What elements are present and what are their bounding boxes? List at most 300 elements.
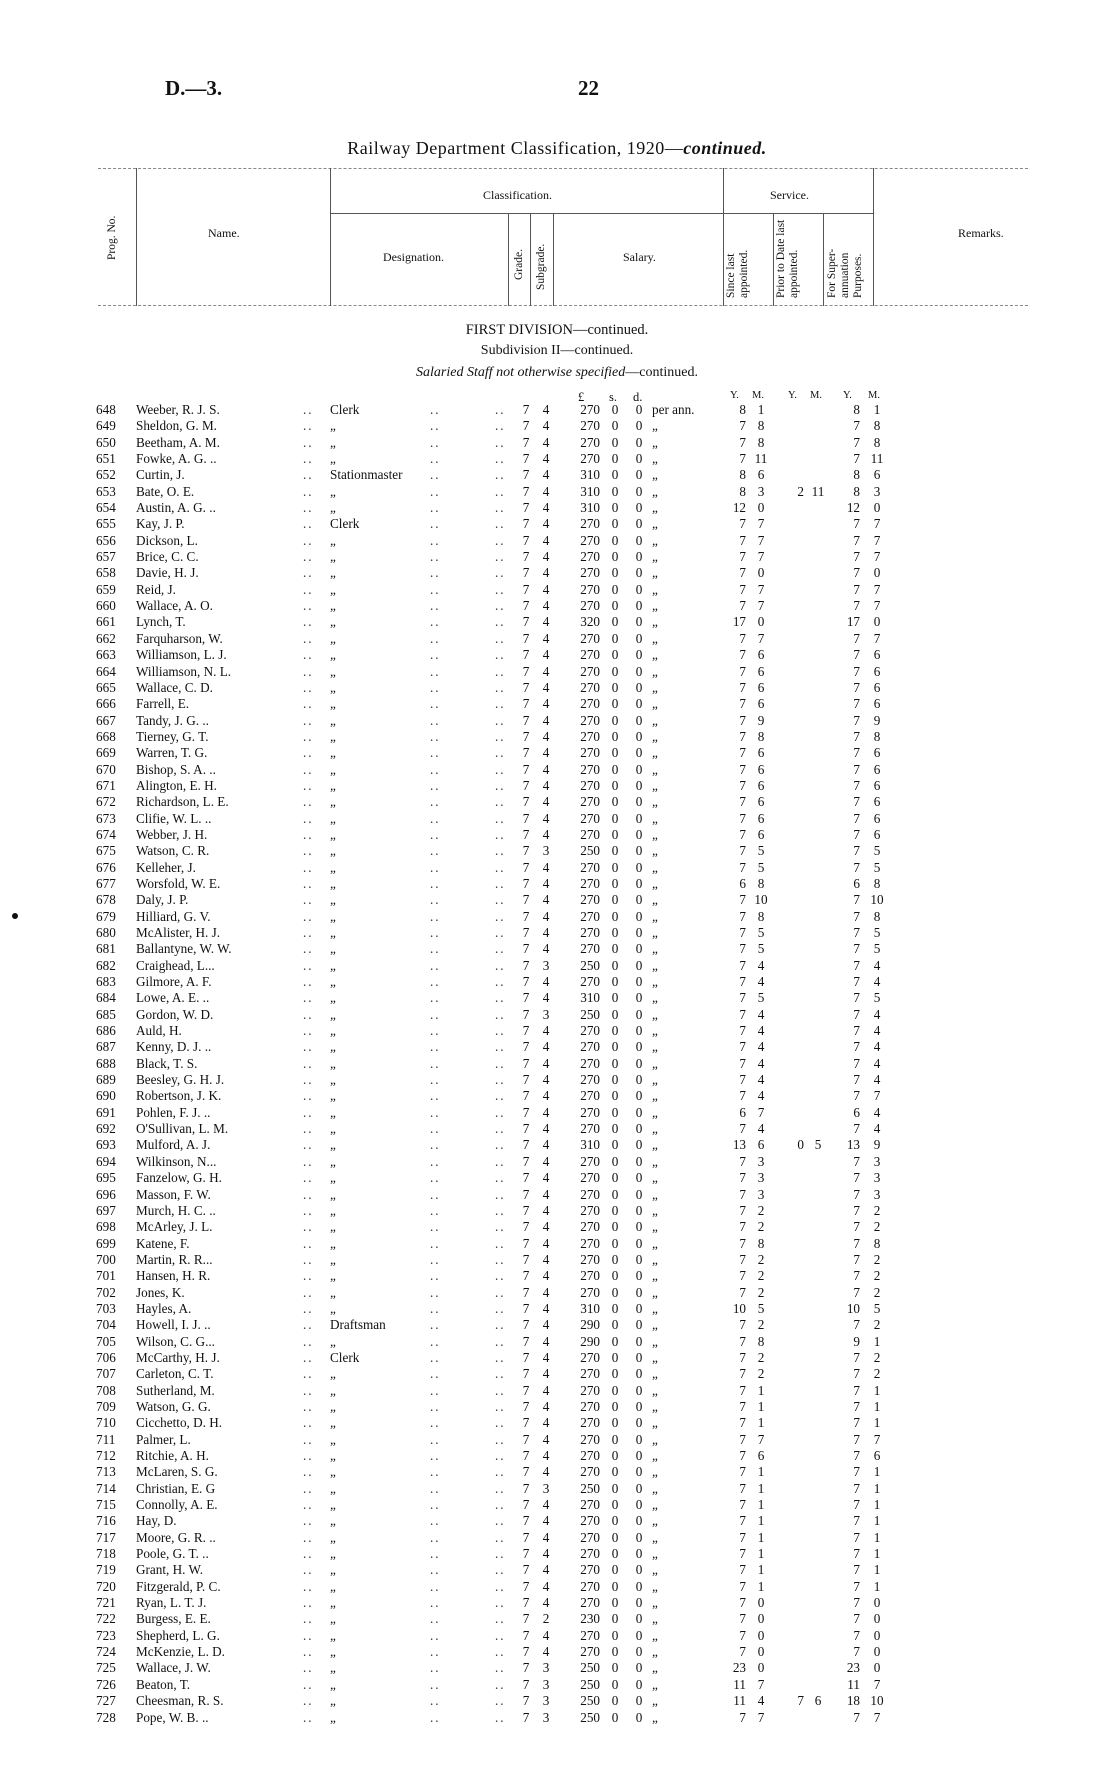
leader-dots: .. (303, 614, 314, 630)
leader-dots: .. (495, 761, 506, 777)
salary-pence: 0 (635, 810, 643, 826)
leader-dots: .. (495, 1497, 506, 1513)
designation: „ (330, 1333, 336, 1349)
super-years: 7 (853, 990, 860, 1006)
leader-dots: .. (495, 1317, 506, 1333)
salary-pounds: 270 (580, 1415, 600, 1431)
super-months: 9 (873, 712, 881, 728)
since-months: 1 (757, 1480, 765, 1496)
grade: 7 (522, 1366, 530, 1382)
table-row (0, 484, 1114, 500)
salary-period: „ (652, 1170, 658, 1186)
grade: 7 (522, 1709, 530, 1725)
designation: „ (330, 1006, 336, 1022)
since-months: 6 (757, 826, 765, 842)
salary-shillings: 0 (611, 712, 619, 728)
salary-shillings: 0 (611, 1366, 619, 1382)
prior-years: 0 (797, 1137, 804, 1153)
since-years: 7 (739, 1644, 746, 1660)
super-years: 7 (853, 941, 860, 957)
super-months: 1 (873, 402, 881, 417)
super-years: 7 (853, 1088, 860, 1104)
super-years: 7 (853, 1611, 860, 1627)
staff-name: Worsfold, W. E. (136, 875, 221, 891)
staff-name: Martin, R. R... (136, 1251, 213, 1267)
since-years: 7 (739, 728, 746, 744)
since-months: 8 (757, 434, 765, 450)
salary-shillings: 0 (611, 1186, 619, 1202)
salary-period: „ (652, 1235, 658, 1251)
staff-name: Palmer, L. (136, 1431, 191, 1447)
super-years: 7 (853, 1480, 860, 1496)
super-months: 8 (873, 875, 881, 891)
super-months: 7 (873, 1676, 881, 1692)
prog-no: 655 (96, 516, 116, 532)
grade: 7 (522, 679, 530, 695)
since-years: 7 (739, 1333, 746, 1349)
since-months: 7 (757, 598, 765, 614)
salary-shillings: 0 (611, 1578, 619, 1594)
since-years: 7 (739, 777, 746, 793)
designation: „ (330, 1578, 336, 1594)
since-months: 1 (757, 1398, 765, 1414)
designation: „ (330, 549, 336, 565)
leader-dots: .. (430, 1349, 441, 1365)
staff-name: Williamson, N. L. (136, 663, 232, 679)
salary-shillings: 0 (611, 1023, 619, 1039)
table-row (0, 811, 1114, 827)
staff-name: Wallace, A. O. (136, 598, 213, 614)
since-months: 5 (757, 941, 765, 957)
prog-no: 713 (96, 1464, 116, 1480)
since-months: 8 (757, 728, 765, 744)
document-reference: D.—3. (165, 76, 223, 100)
staff-name: Gordon, W. D. (136, 1006, 214, 1022)
leader-dots: .. (303, 532, 314, 548)
leader-dots: .. (303, 1676, 314, 1692)
salary-pounds: 270 (580, 745, 600, 761)
super-years: 7 (853, 1039, 860, 1055)
leader-dots: .. (495, 1039, 506, 1055)
salary-pounds: 270 (580, 1627, 600, 1643)
staff-name: Howell, I. J. .. (136, 1317, 211, 1333)
staff-name: Daly, J. P. (136, 892, 189, 908)
leader-dots: .. (495, 1546, 506, 1562)
unit-months-since: M. (752, 390, 764, 401)
leader-dots: .. (430, 1137, 441, 1153)
leader-dots: .. (495, 843, 506, 859)
salary-period: „ (652, 1546, 658, 1562)
since-months: 6 (757, 1137, 765, 1153)
since-years: 12 (732, 500, 746, 516)
since-months: 7 (757, 516, 765, 532)
leader-dots: .. (303, 1513, 314, 1529)
super-months: 4 (873, 1039, 881, 1055)
salary-shillings: 0 (611, 1202, 619, 1218)
salary-period: „ (652, 941, 658, 957)
leader-dots: .. (495, 1595, 506, 1611)
prog-no: 715 (96, 1497, 116, 1513)
salary-shillings: 0 (611, 1072, 619, 1088)
since-years: 7 (739, 1121, 746, 1137)
since-months: 7 (757, 549, 765, 565)
leader-dots: .. (430, 451, 441, 467)
salary-pence: 0 (635, 1235, 643, 1251)
since-months: 2 (757, 1366, 765, 1382)
since-years: 7 (739, 1611, 746, 1627)
leader-dots: .. (495, 565, 506, 581)
salary-pence: 0 (635, 1562, 643, 1578)
salary-pounds: 230 (580, 1611, 600, 1627)
grade: 7 (522, 1546, 530, 1562)
table-row (0, 647, 1114, 663)
leader-dots: .. (495, 647, 506, 663)
staff-name: Bishop, S. A. .. (136, 761, 216, 777)
prior-years: 7 (797, 1693, 804, 1709)
since-years: 7 (739, 843, 746, 859)
leader-dots: .. (303, 712, 314, 728)
since-months: 8 (757, 908, 765, 924)
division-heading: FIRST DIVISION—continued. (465, 322, 649, 338)
salary-pounds: 290 (580, 1317, 600, 1333)
prog-no: 680 (96, 925, 116, 940)
prog-no: 716 (96, 1513, 116, 1529)
salary-period: „ (652, 1006, 658, 1022)
salary-shillings: 0 (611, 1497, 619, 1513)
leader-dots: .. (303, 1349, 314, 1365)
leader-dots: .. (303, 1317, 314, 1333)
salary-pounds: 250 (580, 1676, 600, 1692)
grade: 7 (522, 1382, 530, 1398)
salary-shillings: 0 (611, 1562, 619, 1578)
column-header (98, 168, 1028, 306)
grade: 7 (522, 696, 530, 712)
since-years: 7 (739, 1235, 746, 1251)
leader-dots: .. (430, 1186, 441, 1202)
salary-shillings: 0 (611, 598, 619, 614)
prior-to-header: Prior to Date last appointed. (775, 219, 800, 298)
since-months: 6 (757, 696, 765, 712)
table-row (0, 1530, 1114, 1546)
salary-pence: 0 (635, 1186, 643, 1202)
designation: „ (330, 1513, 336, 1529)
salary-shillings: 0 (611, 630, 619, 646)
salary-period: „ (652, 810, 658, 826)
grade: 7 (522, 990, 530, 1006)
since-years: 7 (739, 630, 746, 646)
super-years: 8 (853, 402, 860, 417)
salary-period: „ (652, 614, 658, 630)
super-years: 7 (853, 1023, 860, 1039)
salary-pounds: 270 (580, 1562, 600, 1578)
super-years: 7 (853, 1006, 860, 1022)
grade-header: Grade. (513, 249, 525, 280)
salary-shillings: 0 (611, 1006, 619, 1022)
salary-shillings: 0 (611, 1676, 619, 1692)
salary-period: „ (652, 1611, 658, 1627)
table-row (0, 549, 1114, 565)
since-months: 3 (757, 483, 765, 499)
super-months: 6 (873, 647, 881, 663)
salary-pence: 0 (635, 1431, 643, 1447)
since-months: 5 (757, 990, 765, 1006)
staff-name: McAlister, H. J. (136, 925, 221, 940)
salary-pounds: 270 (580, 974, 600, 990)
leader-dots: .. (495, 630, 506, 646)
prog-no: 678 (96, 892, 116, 908)
designation-header: Designation. (383, 250, 444, 264)
leader-dots: .. (430, 1415, 441, 1431)
subgrade: 4 (542, 1448, 550, 1463)
prog-no: 673 (96, 810, 116, 826)
prog-no: 671 (96, 777, 116, 793)
super-years: 7 (853, 1415, 860, 1431)
salary-shillings: 0 (611, 1546, 619, 1562)
super-years: 7 (853, 843, 860, 859)
leader-dots: .. (495, 1219, 506, 1235)
since-years: 7 (739, 908, 746, 924)
staff-name: Wallace, J. W. (136, 1660, 211, 1676)
since-years: 23 (732, 1660, 746, 1676)
designation: „ (330, 843, 336, 859)
grade: 7 (522, 1219, 530, 1235)
since-years: 7 (739, 647, 746, 663)
prog-no: 670 (96, 761, 116, 777)
unit-pence: d. (633, 390, 643, 404)
salary-pence: 0 (635, 1709, 643, 1725)
since-years: 7 (739, 1251, 746, 1267)
leader-dots: .. (303, 1693, 314, 1709)
leader-dots: .. (303, 679, 314, 695)
salary-period: „ (652, 1137, 658, 1153)
salary-period: „ (652, 1562, 658, 1578)
salary-period: „ (652, 1644, 658, 1660)
salary-period: „ (652, 1709, 658, 1725)
table-row (0, 827, 1114, 843)
salary-pounds: 270 (580, 434, 600, 450)
subgrade: 4 (542, 892, 550, 908)
subgrade: 4 (542, 1219, 550, 1235)
salary-shillings: 0 (611, 418, 619, 434)
subgrade: 4 (542, 1562, 550, 1578)
prog-no: 665 (96, 679, 116, 695)
since-years: 7 (739, 1088, 746, 1104)
since-months: 4 (757, 1121, 765, 1137)
designation: „ (330, 777, 336, 793)
designation: „ (330, 1382, 336, 1398)
super-years: 7 (853, 1513, 860, 1529)
salary-pounds: 270 (580, 581, 600, 597)
salary-period: „ (652, 1497, 658, 1513)
staff-heading (0, 365, 1114, 381)
super-years: 7 (853, 908, 860, 924)
designation: „ (330, 1448, 336, 1463)
super-months: 5 (873, 990, 881, 1006)
salary-pounds: 270 (580, 859, 600, 875)
leader-dots: .. (430, 532, 441, 548)
prog-no: 693 (96, 1137, 116, 1153)
salary-period: „ (652, 1693, 658, 1709)
table-row (0, 958, 1114, 974)
since-months: 4 (757, 974, 765, 990)
leader-dots: .. (495, 1153, 506, 1169)
staff-name: Craighead, L... (136, 957, 215, 973)
salary-period: „ (652, 1023, 658, 1039)
salary-shillings: 0 (611, 1448, 619, 1463)
leader-dots: .. (303, 434, 314, 450)
leader-dots: .. (303, 1104, 314, 1120)
subgrade-header: Subgrade. (535, 243, 547, 290)
super-months: 1 (873, 1513, 881, 1529)
salary-pence: 0 (635, 1497, 643, 1513)
salary-pence: 0 (635, 1137, 643, 1153)
prog-no: 683 (96, 974, 116, 990)
since-years: 7 (739, 745, 746, 761)
table-row (0, 1285, 1114, 1301)
salary-pence: 0 (635, 1006, 643, 1022)
leader-dots: .. (495, 777, 506, 793)
leader-dots: .. (303, 630, 314, 646)
salary-pence: 0 (635, 745, 643, 761)
super-years: 7 (853, 532, 860, 548)
super-months: 1 (873, 1529, 881, 1545)
salary-pounds: 250 (580, 957, 600, 973)
staff-name: Robertson, J. K. (136, 1088, 222, 1104)
super-months: 11 (870, 451, 884, 467)
since-years: 7 (739, 941, 746, 957)
designation: „ (330, 1023, 336, 1039)
staff-name: Pohlen, F. J. .. (136, 1104, 211, 1120)
salary-pounds: 270 (580, 402, 600, 417)
leader-dots: .. (495, 1480, 506, 1496)
super-years: 7 (853, 1153, 860, 1169)
subgrade: 4 (542, 696, 550, 712)
staff-name: Tandy, J. G. .. (136, 712, 209, 728)
leader-dots: .. (303, 1448, 314, 1463)
leader-dots: .. (303, 1202, 314, 1218)
since-years: 7 (739, 1513, 746, 1529)
table-row (0, 1660, 1114, 1676)
grade: 7 (522, 810, 530, 826)
salary-shillings: 0 (611, 1382, 619, 1398)
leader-dots: .. (430, 1284, 441, 1300)
salary-shillings: 0 (611, 1104, 619, 1120)
salary-pounds: 270 (580, 1235, 600, 1251)
super-years: 7 (853, 1121, 860, 1137)
designation: „ (330, 565, 336, 581)
super-months: 4 (873, 1055, 881, 1071)
super-years: 7 (853, 859, 860, 875)
leader-dots: .. (430, 1251, 441, 1267)
unit-months-prior: M. (810, 390, 822, 401)
super-months: 7 (873, 1088, 881, 1104)
leader-dots: .. (430, 810, 441, 826)
staff-name: Ballantyne, W. W. (136, 941, 232, 957)
super-years: 7 (853, 581, 860, 597)
salary-pence: 0 (635, 990, 643, 1006)
super-months: 8 (873, 418, 881, 434)
subgrade: 4 (542, 1513, 550, 1529)
table-row (0, 696, 1114, 712)
since-years: 7 (739, 1448, 746, 1463)
salary-shillings: 0 (611, 941, 619, 957)
staff-name: Hay, D. (136, 1513, 177, 1529)
salary-period: „ (652, 892, 658, 908)
salary-shillings: 0 (611, 483, 619, 499)
salary-shillings: 0 (611, 1349, 619, 1365)
super-years: 8 (853, 467, 860, 483)
leader-dots: .. (303, 1170, 314, 1186)
leader-dots: .. (430, 565, 441, 581)
since-years: 7 (739, 1464, 746, 1480)
since-months: 4 (757, 1039, 765, 1055)
designation: „ (330, 745, 336, 761)
table-row (0, 1252, 1114, 1268)
salary-shillings: 0 (611, 1693, 619, 1709)
since-years: 7 (739, 1219, 746, 1235)
leader-dots: .. (495, 1300, 506, 1316)
staff-name: Grant, H. W. (136, 1562, 204, 1578)
subgrade: 3 (542, 1693, 550, 1709)
salary-pounds: 270 (580, 826, 600, 842)
super-months: 1 (873, 1333, 881, 1349)
leader-dots: .. (303, 908, 314, 924)
staff-name: Cicchetto, D. H. (136, 1415, 223, 1431)
prog-no: 686 (96, 1023, 116, 1039)
subgrade: 4 (542, 598, 550, 614)
grade: 7 (522, 1480, 530, 1496)
super-years: 18 (846, 1693, 860, 1709)
super-years: 17 (846, 614, 860, 630)
salary-pence: 0 (635, 1300, 643, 1316)
salary-pence: 0 (635, 1382, 643, 1398)
super-months: 3 (873, 483, 881, 499)
staff-name: McCarthy, H. J. (136, 1349, 220, 1365)
leader-dots: .. (303, 1464, 314, 1480)
subgrade: 4 (542, 1055, 550, 1071)
table-row (0, 500, 1114, 516)
table-row (0, 1203, 1114, 1219)
salary-shillings: 0 (611, 1039, 619, 1055)
salary-pence: 0 (635, 696, 643, 712)
leader-dots: .. (430, 745, 441, 761)
subgrade: 4 (542, 1398, 550, 1414)
grade: 7 (522, 1170, 530, 1186)
table-row (0, 794, 1114, 810)
super-years: 7 (853, 1170, 860, 1186)
grade: 7 (522, 549, 530, 565)
leader-dots: .. (303, 1333, 314, 1349)
salary-shillings: 0 (611, 434, 619, 450)
prog-no: 692 (96, 1121, 116, 1137)
since-years: 7 (739, 1480, 746, 1496)
leader-dots: .. (303, 745, 314, 761)
salary-shillings: 0 (611, 810, 619, 826)
salary-shillings: 0 (611, 974, 619, 990)
since-months: 6 (757, 745, 765, 761)
salary-shillings: 0 (611, 532, 619, 548)
salary-period: „ (652, 1366, 658, 1382)
leader-dots: .. (303, 1186, 314, 1202)
salary-pounds: 270 (580, 810, 600, 826)
salary-pounds: 270 (580, 1268, 600, 1284)
salary-pence: 0 (635, 630, 643, 646)
grade: 7 (522, 1627, 530, 1643)
salary-period: „ (652, 925, 658, 940)
staff-name: Webber, J. H. (136, 826, 208, 842)
staff-name: Beaton, T. (136, 1676, 191, 1692)
prog-no: 718 (96, 1546, 116, 1562)
